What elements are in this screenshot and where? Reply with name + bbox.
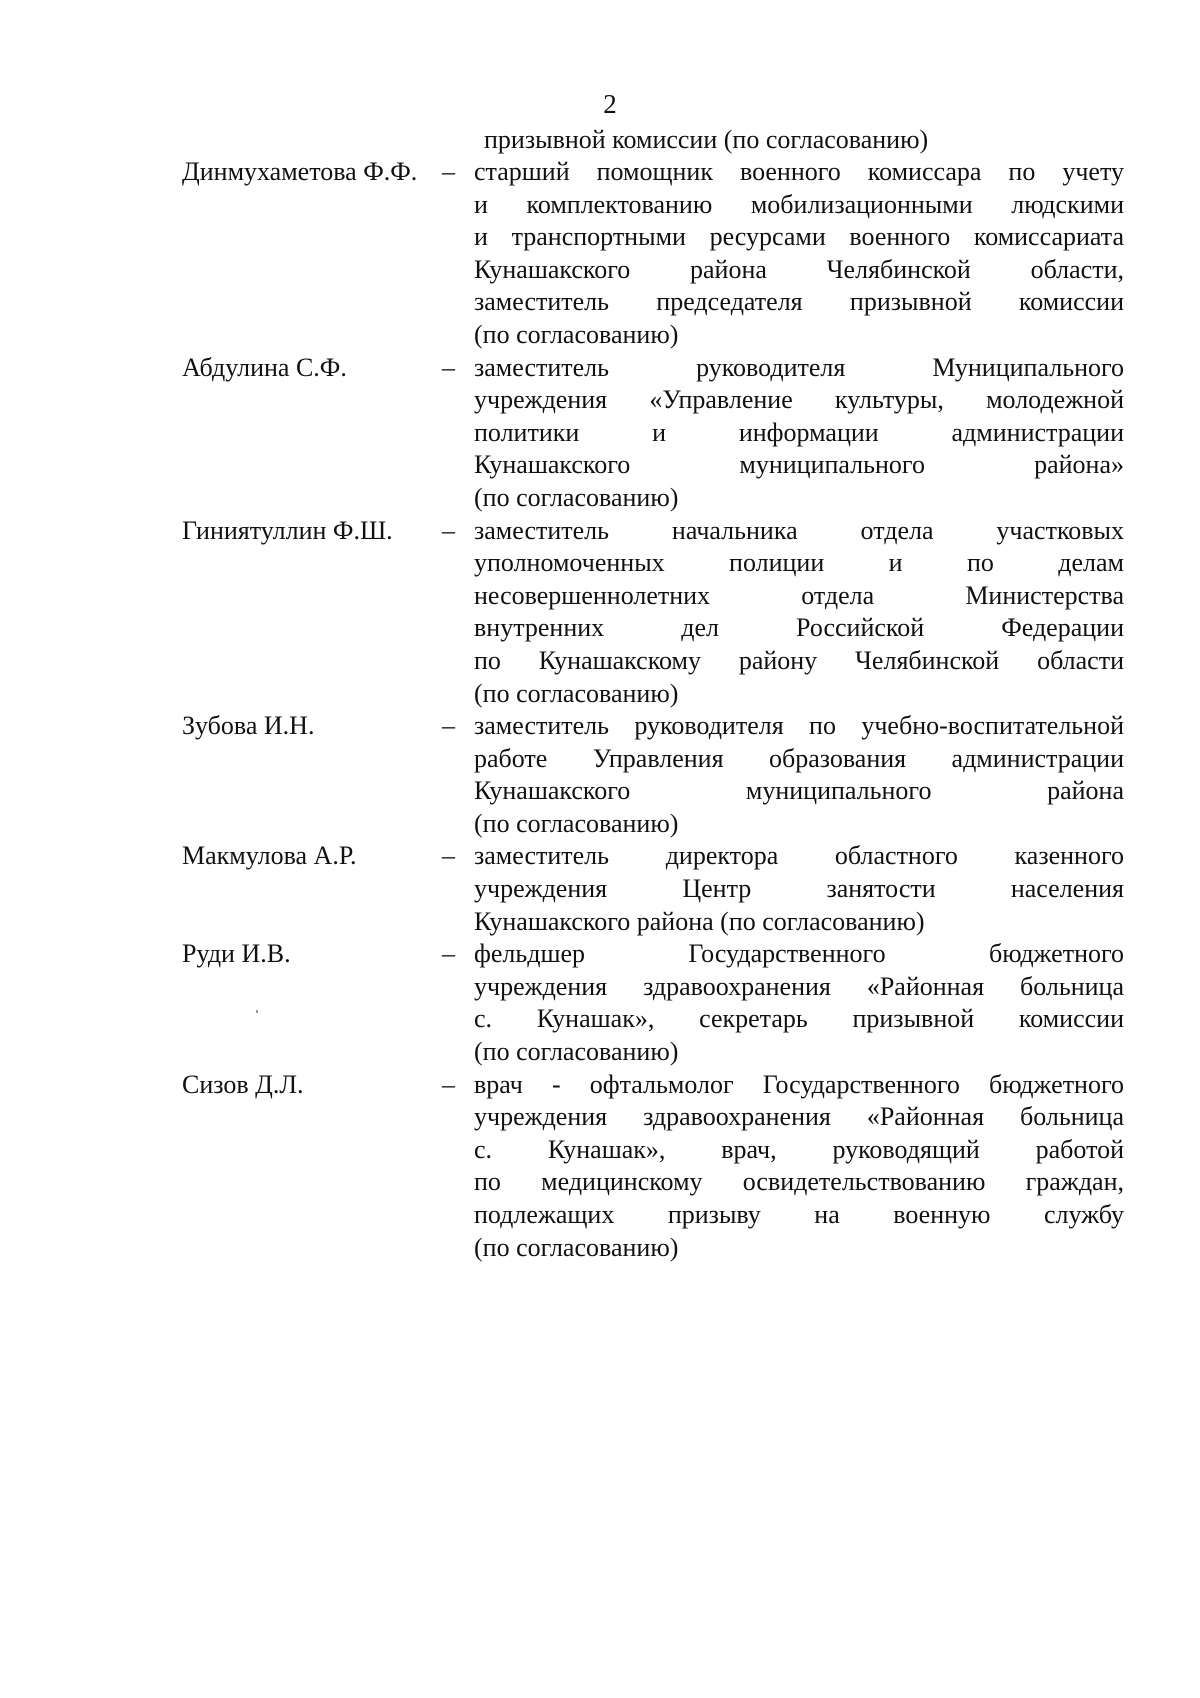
page-number: 2 xyxy=(603,89,617,119)
member-dash: – xyxy=(442,157,455,186)
member-entry xyxy=(182,515,1132,711)
member-position xyxy=(474,1069,1124,1265)
position-line: заместитель руководителя по учебно-воспитательной xyxy=(474,711,1124,741)
position-line: (по согласованию) xyxy=(474,808,679,838)
scan-speck xyxy=(256,1010,258,1013)
position-line: заместитель руководителя Муниципального xyxy=(474,352,1124,382)
position-line: Кунашакского муниципального района» xyxy=(474,450,1124,480)
member-dash: – xyxy=(442,939,455,969)
position-line: (по согласованию) xyxy=(474,1232,679,1262)
continuation-line: призывной комиссии (по согласованию) xyxy=(484,125,929,154)
member-name: Сизов Д.Л. xyxy=(182,1069,304,1099)
member-position xyxy=(474,840,1124,938)
position-line: (по согласованию) xyxy=(474,678,679,708)
member-name: Макмулова А.Р. xyxy=(182,841,357,871)
member-dash: – xyxy=(442,711,455,741)
member-dash: – xyxy=(442,1069,455,1099)
member-position xyxy=(474,938,1124,1068)
position-line: врач - офтальмолог Государственного бюджетного xyxy=(474,1069,1124,1099)
position-line: учреждения здравоохранения «Районная больница xyxy=(474,1102,1124,1132)
member-position xyxy=(474,515,1124,711)
member-name: Абдулина С.Ф. xyxy=(182,352,347,382)
position-line: по Кунашакскому району Челябинской области xyxy=(474,645,1124,675)
position-line: учреждения здравоохранения «Районная больница xyxy=(474,971,1124,1001)
position-line: работе Управления образования администрации xyxy=(474,743,1124,773)
member-dash: – xyxy=(442,841,455,871)
position-line: Кунашакского района Челябинской области, xyxy=(474,254,1124,284)
member-name: Зубова И.Н. xyxy=(182,711,315,741)
position-line: политики и информации администрации xyxy=(474,417,1124,447)
position-line: и транспортными ресурсами военного комиссариата xyxy=(474,222,1124,252)
position-line: заместитель председателя призывной комиссии xyxy=(474,287,1124,317)
member-dash: – xyxy=(442,352,455,382)
commission-member-list xyxy=(182,156,1132,1264)
position-line: уполномоченных полиции и по делам xyxy=(474,548,1124,578)
member-name: Руди И.В. xyxy=(182,939,291,969)
member-name: Гиниятуллин Ф.Ш. xyxy=(182,515,393,545)
position-line: с. Кунашак», секретарь призывной комиссии xyxy=(474,1004,1124,1034)
position-line: внутренних дел Российской Федерации xyxy=(474,613,1124,643)
member-entry xyxy=(182,710,1132,840)
position-line: (по согласованию) xyxy=(474,482,679,512)
position-line: заместитель директора областного казенного xyxy=(474,841,1124,871)
position-line: учреждения «Управление культуры, молодежной xyxy=(474,385,1124,415)
position-line: Кунашакского района (по согласованию) xyxy=(474,906,925,936)
member-name: Динмухаметова Ф.Ф. xyxy=(182,157,418,186)
position-line: (по согласованию) xyxy=(474,319,679,349)
position-line: фельдшер Государственного бюджетного xyxy=(474,939,1124,969)
member-position xyxy=(474,710,1124,840)
member-entry xyxy=(182,1069,1132,1265)
member-entry xyxy=(182,840,1132,938)
member-entry xyxy=(182,156,1132,352)
position-line: Кунашакского муниципального района xyxy=(474,776,1124,806)
position-line: по медицинскому освидетельствованию граждан, xyxy=(474,1167,1124,1197)
position-line: с. Кунашак», врач, руководящий работой xyxy=(474,1134,1124,1164)
position-line: (по согласованию) xyxy=(474,1037,679,1067)
position-line: подлежащих призыву на военную службу xyxy=(474,1200,1124,1229)
member-dash: – xyxy=(442,515,455,545)
member-entry xyxy=(182,352,1132,515)
member-position xyxy=(474,156,1124,352)
position-line: несовершеннолетних отдела Министерства xyxy=(474,580,1124,610)
member-entry xyxy=(182,938,1132,1068)
position-line: учреждения Центр занятости населения xyxy=(474,874,1124,904)
position-line: и комплектованию мобилизационными людскими xyxy=(474,189,1124,219)
member-position xyxy=(474,352,1124,515)
position-line: старший помощник военного комиссара по учету xyxy=(474,157,1124,186)
position-line: заместитель начальника отдела участковых xyxy=(474,515,1124,545)
